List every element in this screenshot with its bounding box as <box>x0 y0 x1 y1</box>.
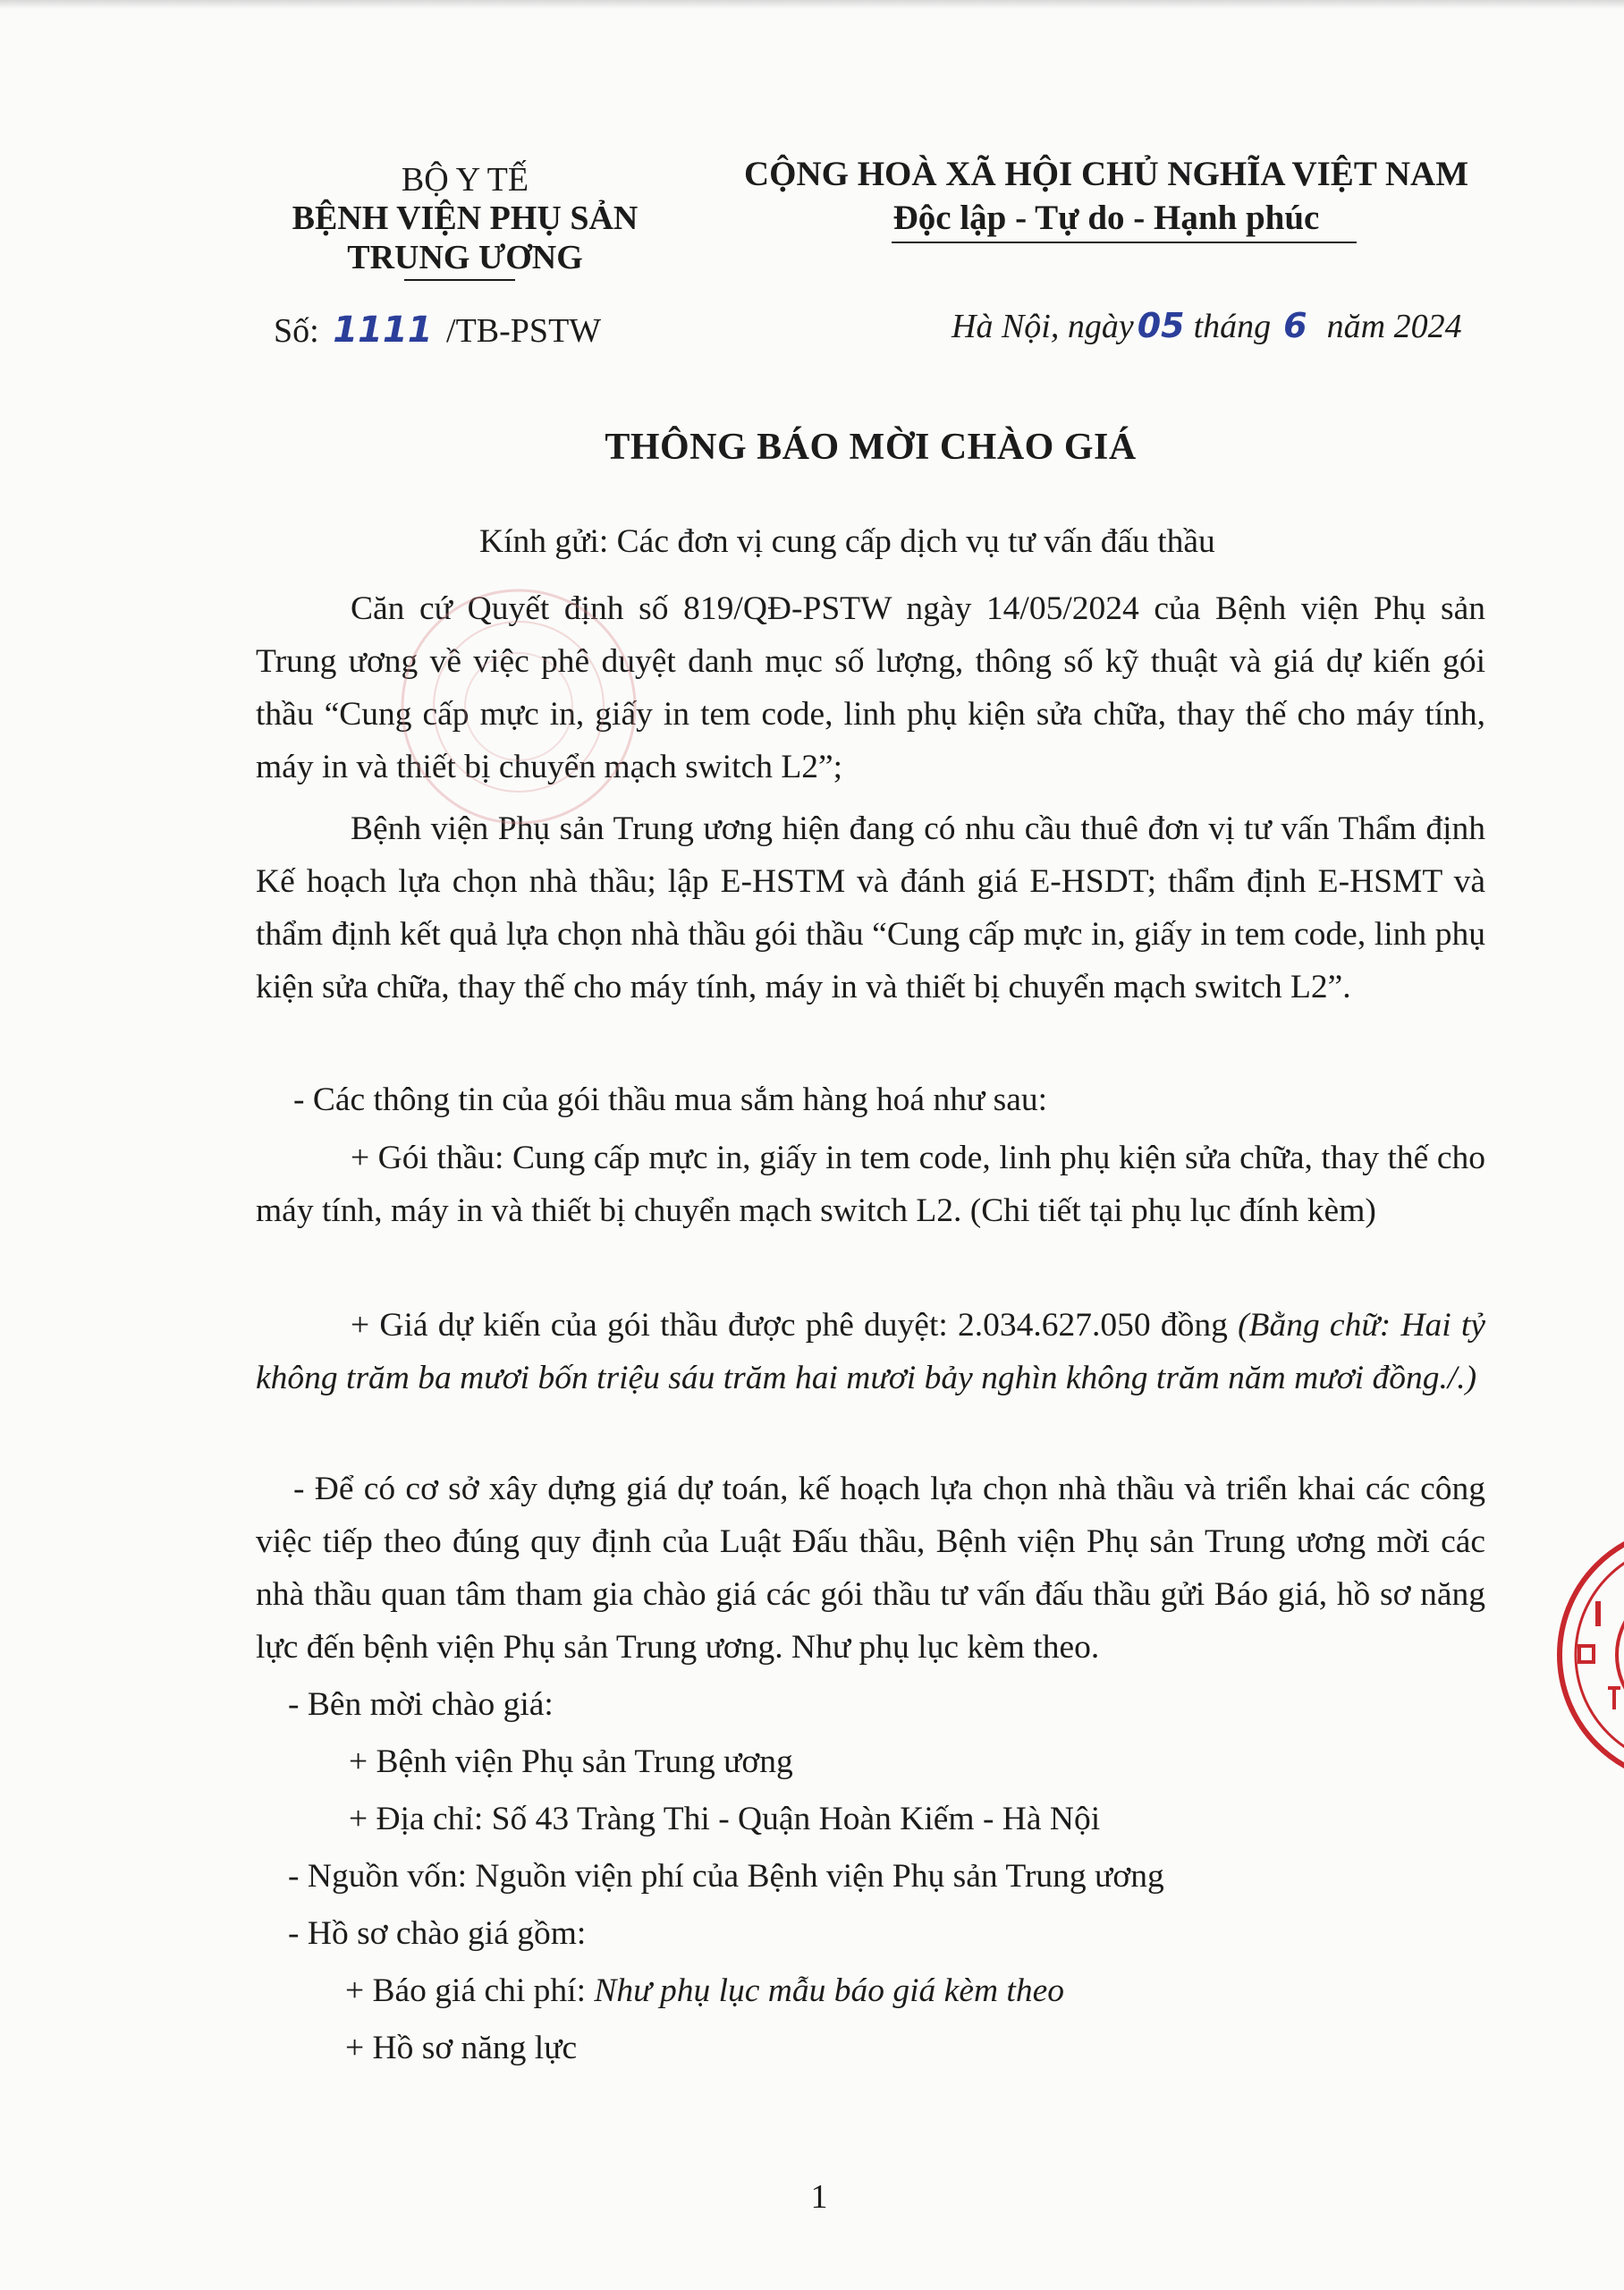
dossier-heading: - Hồ sơ chào giá gồm: <box>288 1915 587 1952</box>
funding-source: - Nguồn vốn: Nguồn viện phí của Bệnh viện Phụ sản Trung ương <box>288 1858 1164 1895</box>
page-number: 1 <box>810 2178 828 2216</box>
hospital-name-line2: TRUNG ƯƠNG <box>347 239 583 276</box>
inviter-address: + Địa chỉ: Số 43 Tràng Thi - Quận Hoàn Kiếm - Hà Nội <box>349 1801 1101 1837</box>
inviter-heading: - Bên mời chào giá: <box>288 1686 554 1723</box>
package-description: + Gói thầu: Cung cấp mực in, giấy in tem code, linh phụ kiện sửa chữa, thay thế cho máy tính, máy in và thiết bị chuyển mạch switch L2. (Chi tiết tại phụ lục đính kèm) <box>256 1140 1485 1229</box>
hospital-name-line1: BỆNH VIỆN PHỤ SẢN <box>292 199 639 237</box>
info-heading: - Các thông tin của gói thầu mua sắm hàng hoá như sau: <box>293 1081 1048 1118</box>
motto-underline <box>892 242 1357 243</box>
document-number-suffix: /TB-PSTW <box>446 312 602 350</box>
date-month-label: tháng <box>1193 308 1272 345</box>
quote-item-label: + Báo giá chi phí: <box>345 1972 595 2009</box>
scan-edge-shadow <box>0 0 1624 9</box>
estimated-price-in-words: (Bằng chữ: Hai tỷ không trăm ba mươi bốn triệu sáu trăm hai mươi bảy nghìn không trăm năm mươi đồng./.) <box>256 1307 1485 1396</box>
estimated-price <box>256 1299 1485 1404</box>
document-number-label: Số: <box>274 312 319 350</box>
estimated-price-amount: + Giá dự kiến của gói thầu được phê duyệt: 2.034.627.050 đồng <box>351 1307 1239 1344</box>
quote-item <box>345 1964 1064 2017</box>
paragraph-invitation-basis: - Để có cơ sở xây dựng giá dự toán, kế hoạch lựa chọn nhà thầu và triển khai các công việc tiếp theo đúng quy định của Luật Đấu thầu, Bệnh viện Phụ sản Trung ương mời các nhà thầu quan tâm tham gia chào giá các gói thầu tư vấn đấu thầu gửi Báo giá, hồ sơ năng lực đến bệnh viện Phụ sản Trung ương. Như phụ lục kèm theo. <box>256 1471 1485 1666</box>
capability-item: + Hồ sơ năng lực <box>345 2030 578 2066</box>
document-number-handwritten: 1111 <box>333 310 433 351</box>
document-date <box>952 306 1462 346</box>
red-seal-stamp-icon <box>1552 1521 1624 1789</box>
paragraph-legal-basis: Căn cứ Quyết định số 819/QĐ-PSTW ngày 14/05/2024 của Bệnh viện Phụ sản Trung ương về việc phê duyệt danh mục số lượng, thông số kỹ thuật và giá dự kiến gói thầu “Cung cấp mực in, giấy in tem code, linh phụ kiện sửa chữa, thay thế cho máy tính, máy in và thiết bị chuyển mạch switch L2”; <box>256 590 1485 785</box>
paragraph-consultant-need: Bệnh viện Phụ sản Trung ương hiện đang có nhu cầu thuê đơn vị tư vấn Thẩm định Kế hoạch lựa chọn nhà thầu; lập E-HSTM và đánh giá E-HSDT; thẩm định E-HSMT và thẩm định kết quả lựa chọn nhà thầu gói thầu “Cung cấp mực in, giấy in tem code, linh phụ kiện sửa chữa, thay thế cho máy tính, máy in và thiết bị chuyển mạch switch L2”. <box>256 810 1485 1005</box>
date-prefix: Hà Nội, ngày <box>952 308 1134 345</box>
document-number <box>274 310 601 351</box>
country-name: CỘNG HOÀ XÃ HỘI CHỦ NGHĨA VIỆT NAM <box>743 155 1469 193</box>
date-day-handwritten: 05 <box>1137 306 1185 345</box>
document-title: THÔNG BÁO MỜI CHÀO GIÁ <box>605 427 1137 468</box>
quote-item-detail: Như phụ lục mẫu báo giá kèm theo <box>594 1972 1064 2009</box>
left-header-underline <box>404 279 515 281</box>
inviter-name: + Bệnh viện Phụ sản Trung ương <box>349 1743 793 1780</box>
ministry-name: BỘ Y TẾ <box>401 161 529 199</box>
recipient-line: Kính gửi: Các đơn vị cung cấp dịch vụ tư vấn đấu thầu <box>479 523 1215 560</box>
date-month-handwritten: 6 <box>1283 306 1307 345</box>
date-year: năm 2024 <box>1326 308 1462 345</box>
national-motto: Độc lập - Tự do - Hạnh phúc <box>892 199 1320 237</box>
